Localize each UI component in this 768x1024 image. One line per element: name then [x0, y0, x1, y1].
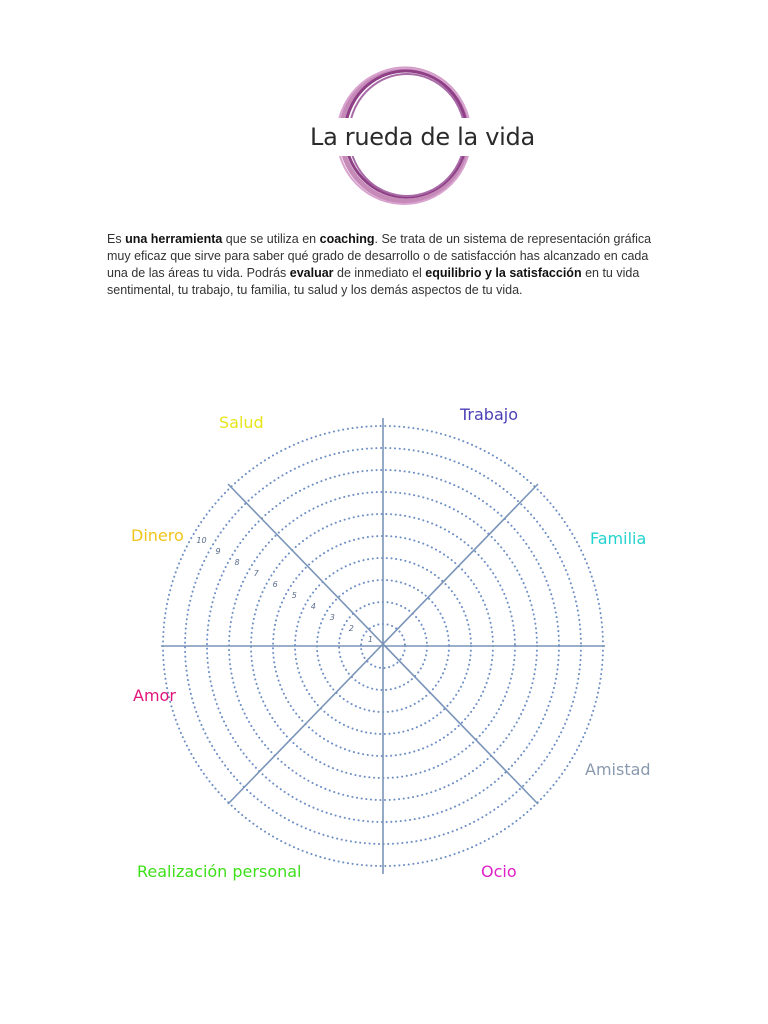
intro-bold-2: coaching: [319, 232, 375, 246]
intro-text-3: . Se trata de un sistema de representación gráfica muy eficaz que sirve para saber qué grado de desarrollo o de satisfacción has alcanzado en cada una de las áreas tu vida. Podrás: [107, 232, 652, 280]
intro-bold-3: evaluar: [289, 266, 334, 280]
area-label-familia: Familia: [590, 529, 647, 548]
area-label-amor: Amor: [133, 686, 176, 705]
intro-text-4: de inmediato el: [333, 266, 426, 280]
ring-number-1: 1: [367, 635, 373, 644]
intro-text-1: Es: [107, 232, 126, 246]
ring-number-5: 5: [291, 591, 297, 600]
ring-number-2: 2: [348, 624, 354, 633]
ring-number-9: 9: [215, 547, 221, 556]
ring-number-6: 6: [272, 580, 278, 589]
area-label-ocio: Ocio: [481, 862, 517, 881]
area-label-realizacion: Realización personal: [137, 862, 302, 881]
area-label-dinero: Dinero: [131, 526, 184, 545]
wheel-spokes: [161, 418, 605, 874]
ring-number-7: 7: [253, 569, 259, 578]
ring-number-8: 8: [234, 558, 240, 567]
ring-number-3: 3: [329, 613, 335, 622]
logo-title: La rueda de la vida: [310, 123, 535, 151]
intro-text-2: que se utiliza en: [222, 232, 320, 246]
area-label-amistad: Amistad: [585, 760, 651, 779]
life-wheel: [0, 380, 768, 900]
ring-number-10: 10: [196, 536, 207, 545]
ring-number-4: 4: [310, 602, 316, 611]
intro-bold-1: una herramienta: [125, 232, 223, 246]
intro-text-5: en tu vida sentimental, tu trabajo, tu familia, tu salud y los demás aspectos de tu vida.: [107, 266, 640, 297]
area-label-salud: Salud: [219, 413, 264, 432]
area-label-trabajo: Trabajo: [460, 405, 518, 424]
intro-bold-4: equilibrio y la satisfacción: [425, 266, 582, 280]
intro-paragraph: [107, 231, 667, 299]
